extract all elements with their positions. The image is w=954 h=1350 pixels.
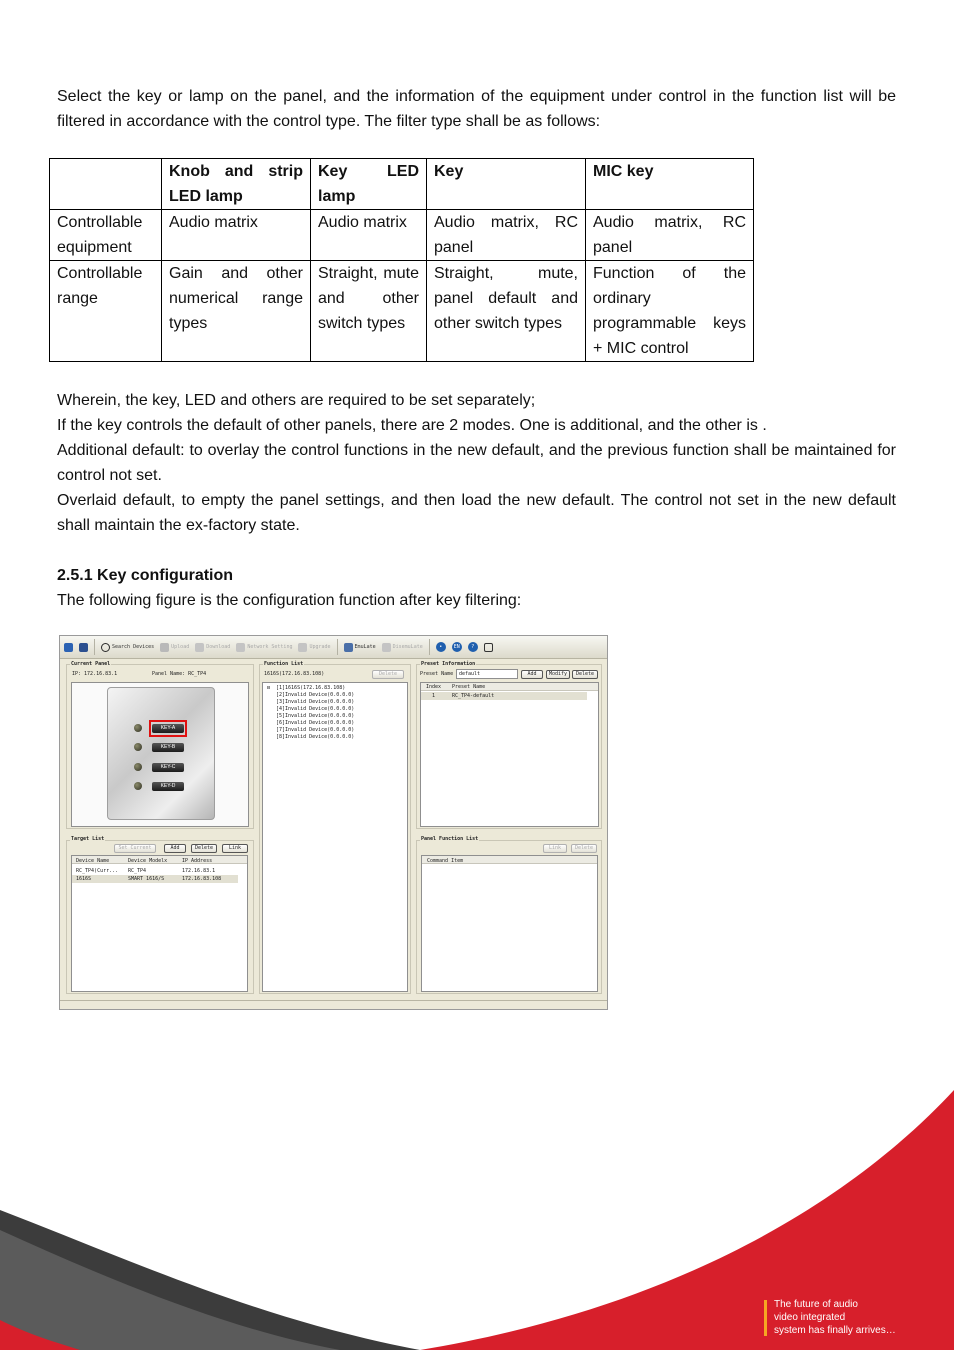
panel-function-title: Panel Function List [421, 836, 479, 842]
search-devices-label: Search Devices [112, 644, 155, 650]
language-icon[interactable]: EN [453, 644, 460, 650]
download-label: Download [206, 644, 231, 650]
table-header-cell: MIC key [586, 159, 754, 210]
info-icon[interactable] [484, 643, 493, 652]
tree-item[interactable]: [7]Invalid Device(0.0.0.0) [276, 727, 355, 733]
note-line: If the key controls the default of other panels, there are 2 modes. One is additional, and the other is . [57, 417, 767, 434]
preset-title: Preset Information [421, 661, 476, 667]
target-row-ip[interactable]: 172.16.83.108 [182, 876, 222, 882]
target-link-button[interactable]: Link [222, 844, 248, 853]
upload-icon [160, 643, 169, 652]
panel-function-link-button[interactable]: Link [543, 844, 567, 853]
filter-type-table [49, 158, 754, 362]
table-cell: Straight, mute and other switch types [311, 261, 427, 362]
panel-key-d[interactable]: KEY-D [152, 782, 184, 791]
preset-table [420, 682, 599, 827]
toolbar-separator [94, 639, 95, 655]
table-row [50, 210, 754, 261]
disemulate-button[interactable] [382, 643, 423, 652]
panel-key-a[interactable]: KEY-A [152, 724, 184, 733]
led-indicator [134, 724, 142, 732]
preset-row-highlight[interactable] [421, 692, 587, 700]
slogan [774, 1298, 944, 1337]
target-col-ip: IP Address [182, 858, 213, 864]
emulate-button[interactable] [344, 643, 376, 652]
table-cell: Controllable range [50, 261, 162, 362]
target-col-device-name: Device Name [76, 858, 110, 864]
preset-table-header [421, 683, 598, 691]
current-panel-name: Panel Name: RC_TP4 [152, 671, 207, 677]
wifi-icon [236, 643, 245, 652]
led-indicator [134, 763, 142, 771]
preset-col-name: Preset Name [452, 684, 486, 690]
slogan-line: video integrated [774, 1312, 846, 1323]
table-header-cell: Key [427, 159, 586, 210]
tree-item[interactable]: [4]Invalid Device(0.0.0.0) [276, 706, 355, 712]
target-list-title: Target List [71, 836, 105, 842]
refresh-icon [298, 643, 307, 652]
function-delete-button[interactable]: Delete [372, 670, 404, 679]
emulate-label: EmuLate [354, 644, 376, 650]
open-folder-icon[interactable] [64, 643, 73, 652]
target-col-device-model: Device Modelx [128, 858, 168, 864]
table-header-cell: Knob and strip LED lamp [162, 159, 311, 210]
target-row-ip[interactable]: 172.16.83.1 [182, 868, 216, 874]
target-row-name[interactable]: RC_TP4(Curr... [76, 868, 119, 874]
download-button[interactable] [195, 643, 230, 652]
table-cell: Audio matrix [162, 210, 311, 261]
upload-label: Upload [171, 644, 190, 650]
set-current-button[interactable]: Set Current [114, 844, 156, 853]
panel-key-b[interactable]: KEY-B [152, 743, 184, 752]
tree-item[interactable]: [8]Invalid Device(0.0.0.0) [276, 734, 355, 740]
note-line: Overlaid default, to empty the panel settings, and then load the new default. The control not set in the new default shall maintain the ex-factory state. [57, 492, 896, 534]
notes-block [57, 388, 896, 538]
search-devices-button[interactable] [101, 643, 154, 652]
tree-item[interactable]: [1]1616S(172.16.83.108) [276, 685, 346, 691]
target-row-model[interactable]: RC_TP4 [128, 868, 147, 874]
table-header-cell [50, 159, 162, 210]
tree-item[interactable]: [6]Invalid Device(0.0.0.0) [276, 720, 355, 726]
app-toolbar [60, 636, 607, 659]
network-setting-button[interactable] [236, 643, 292, 652]
section-intro: The following figure is the configuration function after key filtering: [57, 592, 522, 609]
preset-modify-button[interactable]: Modify [546, 670, 570, 679]
table-cell: Gain and other numerical range types [162, 261, 311, 362]
current-panel-title: Current Panel [71, 661, 111, 667]
preset-row-index: 1 [432, 693, 436, 699]
link-icon [344, 643, 353, 652]
preset-name-input[interactable]: default [456, 669, 518, 679]
search-icon [101, 643, 110, 652]
intro-paragraph: Select the key or lamp on the panel, and the information of the equipment under control in the function list will be filtered in accordance with the control type. The filter type shall be as follows: [57, 88, 896, 130]
note-line: Additional default: to overlay the control functions in the new default, and the previous function shall be maintained for control not set. [57, 442, 896, 484]
table-cell: Audio matrix, RC panel [427, 210, 586, 261]
preset-add-button[interactable]: Add [521, 670, 543, 679]
tree-item[interactable]: [2]Invalid Device(0.0.0.0) [276, 692, 355, 698]
slogan-line: system has finally arrives… [774, 1325, 896, 1336]
table-cell: Straight, mute, panel default and other switch types [427, 261, 586, 362]
upgrade-button[interactable] [298, 643, 330, 652]
command-item-column: Command Item [427, 858, 464, 864]
target-add-button[interactable]: Add [164, 844, 186, 853]
led-indicator [134, 743, 142, 751]
preset-col-index: Index [426, 684, 442, 690]
upgrade-label: Upgrade [309, 644, 331, 650]
table-row [50, 261, 754, 362]
table-header-row [50, 159, 754, 210]
function-list-device: 1616S(172.16.83.108) [264, 671, 325, 677]
note-line: Wherein, the key, LED and others are required to be set separately; [57, 392, 536, 409]
target-row-name[interactable]: 1616S [76, 876, 92, 882]
target-delete-button[interactable]: Delete [191, 844, 217, 853]
disemulate-label: DisemuLate [392, 644, 423, 650]
tree-item[interactable]: [3]Invalid Device(0.0.0.0) [276, 699, 355, 705]
panel-function-delete-button[interactable]: Delete [571, 844, 597, 853]
help-icon[interactable]: ? [468, 642, 478, 652]
panel-key-c[interactable]: KEY-C [152, 763, 184, 772]
status-bar-divider [60, 1000, 607, 1001]
save-icon[interactable] [79, 643, 88, 652]
preset-row-name: RC_TP4-default [452, 693, 495, 699]
section-heading: 2.5.1 Key configuration [57, 567, 234, 584]
target-row-model[interactable]: SMART 1616/S [128, 876, 165, 882]
table-cell: Function of the ordinary programmable keys + MIC control [586, 261, 754, 362]
table-cell: Audio matrix, RC panel [586, 210, 754, 261]
upload-button[interactable] [160, 643, 189, 652]
current-panel-ip: IP: 172.16.83.1 [72, 671, 118, 677]
table-header-cell: Key LED lamp [311, 159, 427, 210]
table-cell: Controllable equipment [50, 210, 162, 261]
preset-name-label: Preset Name [420, 671, 454, 677]
preset-delete-button[interactable]: Delete [572, 670, 598, 679]
unlink-icon [382, 643, 391, 652]
panel-function-table [421, 855, 598, 992]
table-cell: Audio matrix [311, 210, 427, 261]
led-indicator [134, 782, 142, 790]
toolbar-separator [429, 639, 430, 655]
download-icon [195, 643, 204, 652]
toolbar-separator [337, 639, 338, 655]
connect-icon[interactable]: • [436, 642, 446, 652]
network-setting-label: Network Setting [247, 644, 293, 650]
tree-item[interactable]: [5]Invalid Device(0.0.0.0) [276, 713, 355, 719]
tree-expand-icon[interactable]: ⊟ [267, 685, 271, 691]
function-list-title: Function List [264, 661, 304, 667]
slogan-accent-bar [764, 1300, 767, 1336]
slogan-line: The future of audio [774, 1299, 858, 1310]
panel-faceplate [107, 687, 215, 820]
